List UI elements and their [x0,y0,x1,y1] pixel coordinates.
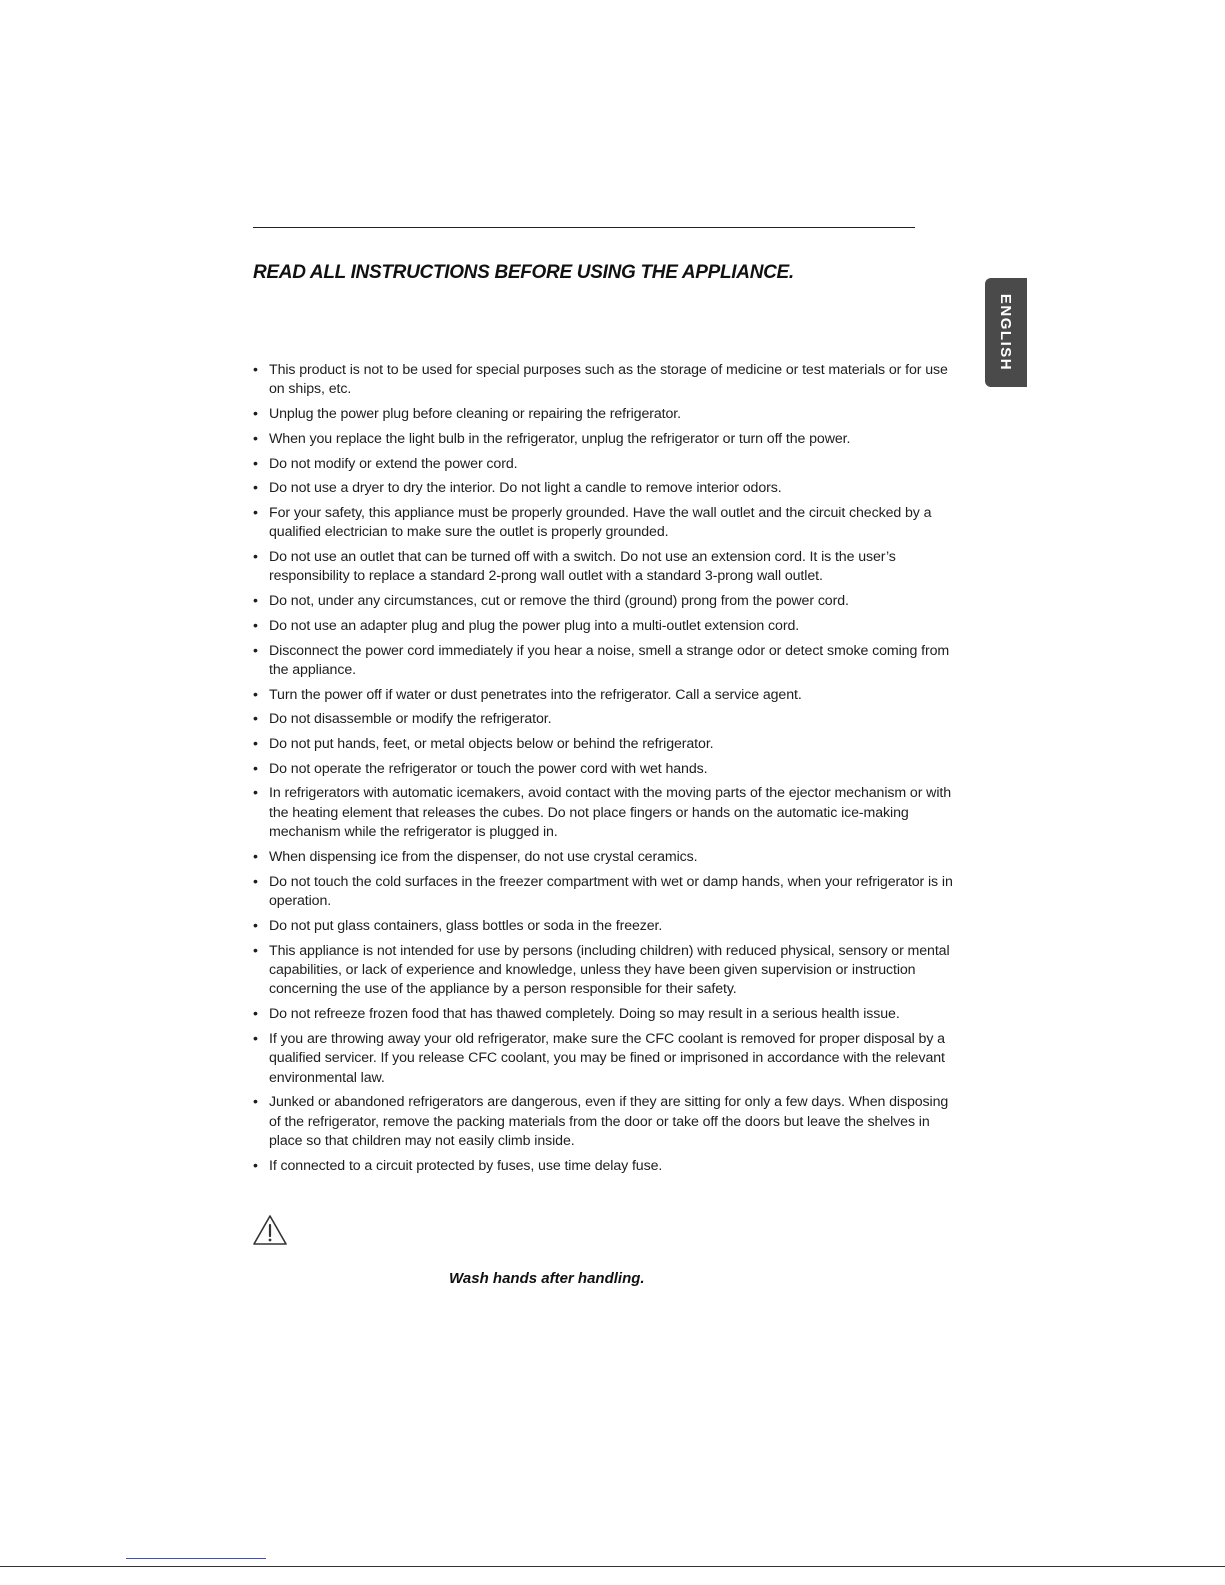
instruction-item [253,455,953,474]
instruction-item [253,1093,953,1151]
instruction-item [253,642,953,681]
bullet-marker: • [253,406,258,423]
warning-note: Wash hands after handling. [449,1270,645,1287]
instruction-item [253,735,953,754]
instruction-item [253,430,953,449]
instruction-item [253,405,953,424]
instruction-text: For your safety, this appliance must be properly grounded. Have the wall outlet and the circuit checked by a qualified electrician to make sure the outlet is properly grounded. [269,504,932,541]
bullet-marker: • [253,917,258,934]
bullet-marker: • [253,549,258,566]
bullet-marker: • [253,504,258,521]
instruction-item [253,686,953,705]
instruction-list [253,361,953,1181]
instruction-text: Do not touch the cold surfaces in the freezer compartment with wet or damp hands, when your refrigerator is in operation. [269,873,953,910]
instruction-item [253,942,953,1000]
instruction-item [253,710,953,729]
instruction-item [253,479,953,498]
instruction-text: Do not refreeze frozen food that has thawed completely. Doing so may result in a serious health issue. [269,1006,900,1023]
instruction-text: This product is not to be used for special purposes such as the storage of medicine or test materials or for use on ships, etc. [269,362,948,398]
instruction-text: Do not put glass containers, glass bottles or soda in the freezer. [269,917,663,934]
page-heading: READ ALL INSTRUCTIONS BEFORE USING THE APPLIANCE. [253,262,794,283]
instruction-text: Turn the power off if water or dust penetrates into the refrigerator. Call a service agent. [269,686,802,703]
bullet-marker: • [253,362,258,378]
instruction-text: If you are throwing away your old refrigerator, make sure the CFC coolant is removed for proper disposal by a qualified servicer. If you release CFC coolant, you may be fined or imprisoned in accordance with the relevant environmental law. [269,1030,945,1086]
footer-link-underline [126,1558,266,1559]
bullet-marker: • [253,736,258,753]
instruction-item [253,592,953,611]
instruction-item [253,848,953,867]
bullet-marker: • [253,642,258,659]
bullet-marker: • [253,942,258,959]
bullet-marker: • [253,455,258,472]
bullet-marker: • [253,480,258,497]
instruction-text: Unplug the power plug before cleaning or repairing the refrigerator. [269,406,681,423]
instruction-item [253,548,953,587]
instruction-item [253,784,953,842]
instruction-text: Do not use an outlet that can be turned off with a switch. Do not use an extension cord. It is the user’s responsibility to replace a standard 2-prong wall outlet with a standard 3-prong wall outlet. [269,549,896,585]
instruction-item [253,504,953,543]
language-tab [985,278,1027,387]
instruction-text: Disconnect the power cord immediately if you hear a noise, smell a strange odor or detect smoke coming from the appliance. [269,642,950,678]
top-divider [253,227,915,228]
footer-divider [0,1566,1225,1567]
instruction-text: When dispensing ice from the dispenser, do not use crystal ceramics. [269,848,698,865]
instruction-text: Do not modify or extend the power cord. [269,455,518,472]
instruction-text: If connected to a circuit protected by fuses, use time delay fuse. [269,1157,663,1174]
bullet-marker: • [253,430,258,447]
bullet-marker: • [253,848,258,865]
bullet-marker: • [253,711,258,728]
bullet-marker: • [253,785,258,802]
instruction-text: Do not operate the refrigerator or touch the power cord with wet hands. [269,760,708,777]
instruction-text: Do not put hands, feet, or metal objects below or behind the refrigerator. [269,736,714,753]
instruction-item [253,617,953,636]
language-tab-label: ENGLISH [997,293,1015,372]
instruction-text: This appliance is not intended for use by persons (including children) with reduced physical, sensory or mental capabilities, or lack of experience and knowledge, unless they have been given supervision or instruction concerning the use of the appliance by a person responsible for their safety. [269,942,950,998]
instruction-item [253,1030,953,1088]
bullet-marker: • [253,1094,258,1111]
instruction-item [253,873,953,912]
instruction-text: Do not, under any circumstances, cut or remove the third (ground) prong from the power cord. [269,593,849,610]
bullet-marker: • [253,760,258,777]
instruction-item [253,1157,953,1176]
instruction-item [253,361,953,400]
instruction-item [253,1005,953,1024]
bullet-marker: • [253,593,258,610]
instruction-text: Do not use a dryer to dry the interior. Do not light a candle to remove interior odors. [269,480,782,497]
warning-triangle-icon [252,1214,288,1246]
bullet-marker: • [253,617,258,634]
instruction-item [253,760,953,779]
instruction-item [253,917,953,936]
bullet-marker: • [253,1030,258,1047]
instruction-text: Junked or abandoned refrigerators are dangerous, even if they are sitting for only a few days. When disposing of the refrigerator, remove the packing materials from the door or take off the doors but leave the shelves in place so that children may not easily climb inside. [269,1094,949,1150]
bullet-marker: • [253,873,258,890]
instruction-text: Do not disassemble or modify the refrigerator. [269,711,552,728]
instruction-text: In refrigerators with automatic icemakers, avoid contact with the moving parts of the ejector mechanism or with the heating element that releases the cubes. Do not place fingers or hands on the automatic ice-making mechanism while the refrigerator is plugged in. [269,785,952,841]
bullet-marker: • [253,686,258,703]
bullet-marker: • [253,1006,258,1023]
instruction-text: Do not use an adapter plug and plug the power plug into a multi-outlet extension cord. [269,617,800,634]
instruction-text: When you replace the light bulb in the refrigerator, unplug the refrigerator or turn off the power. [269,430,851,447]
bullet-marker: • [253,1157,258,1174]
